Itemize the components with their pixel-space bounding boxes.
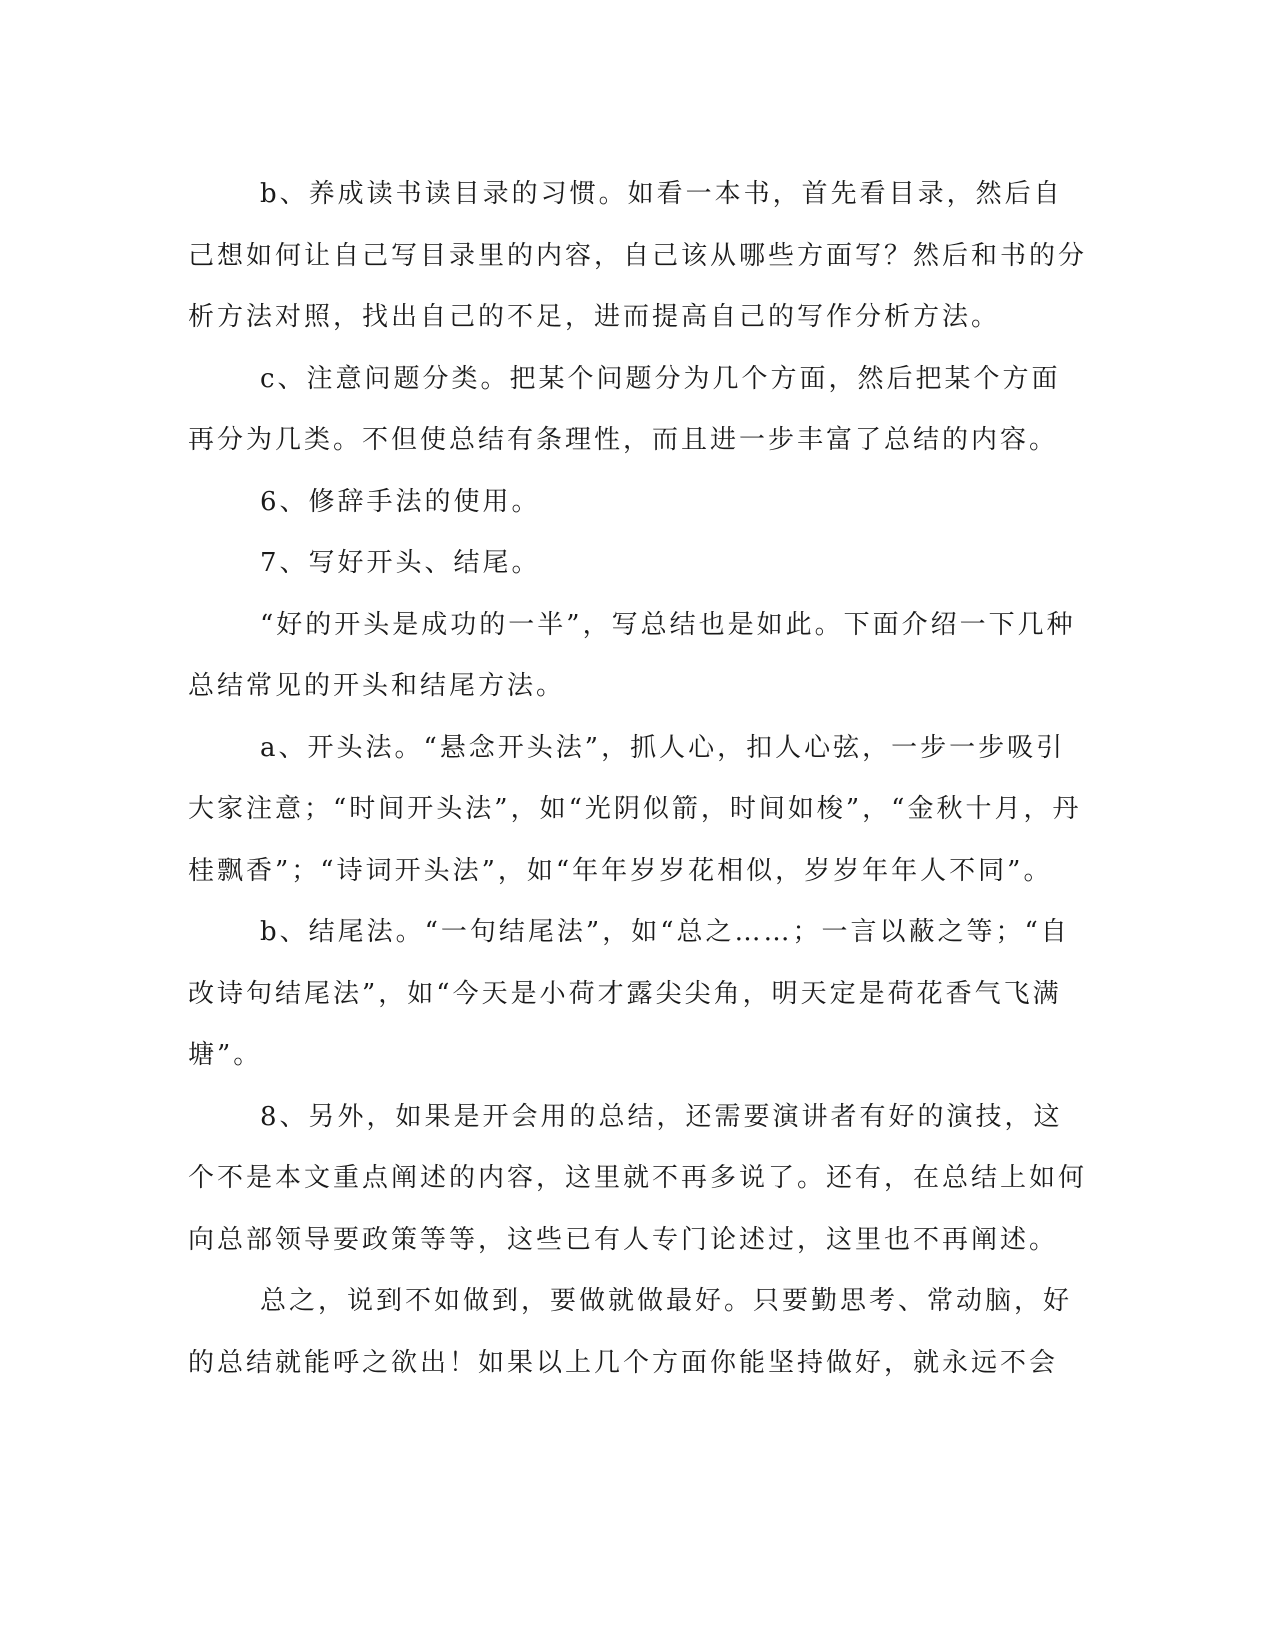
paragraph-other-notes: 8、另外，如果是开会用的总结，还需要演讲者有好的演技，这个不是本文重点阐述的内容，这里就不再多说了。还有，在总结上如何向总部领导要政策等等，这些已有人专门论述过，这里也不再阐述。 (188, 1101, 1088, 1255)
paragraph-good-start: “好的开头是成功的一半”，写总结也是如此。下面介绍一下几种总结常见的开头和结尾方法。 (188, 609, 1076, 701)
document-body (188, 164, 1088, 1394)
paragraph-reading-habit: b、养成读书读目录的习惯。如看一本书，首先看目录，然后自己想如何让自己写目录里的内容，自己该从哪些方面写？然后和书的分析方法对照，找出自己的不足，进而提高自己的写作分析方法。 (188, 179, 1088, 332)
paragraph-opening-methods: a、开头法。“悬念开头法”，抓人心，扣人心弦，一步一步吸引大家注意；“时间开头法”，如“光阴似箭，时间如梭”，“金秋十月，丹桂飘香”；“诗词开头法”，如“年年岁岁花相似，岁岁年年人不同”。 (188, 732, 1082, 886)
paragraph-rhetoric: 6、修辞手法的使用。 (260, 486, 541, 517)
paragraph-opening-ending: 7、写好开头、结尾。 (260, 548, 541, 578)
paragraph-classification: c、注意问题分类。把某个问题分为几个方面，然后把某个方面再分为几类。不但使总结有条理性，而且进一步丰富了总结的内容。 (188, 363, 1061, 455)
paragraph-conclusion: 总之，说到不如做到，要做就做最好。只要勤思考、常动脑，好的总结就能呼之欲出！如果以上几个方面你能坚持做好，就永远不会 (188, 1286, 1073, 1378)
paragraph-ending-methods: b、结尾法。“一句结尾法”，如“总之……；一言以蔽之等；“自改诗句结尾法”，如“今天是小荷才露尖尖角，明天定是荷花香气飞满塘”。 (188, 917, 1070, 1070)
